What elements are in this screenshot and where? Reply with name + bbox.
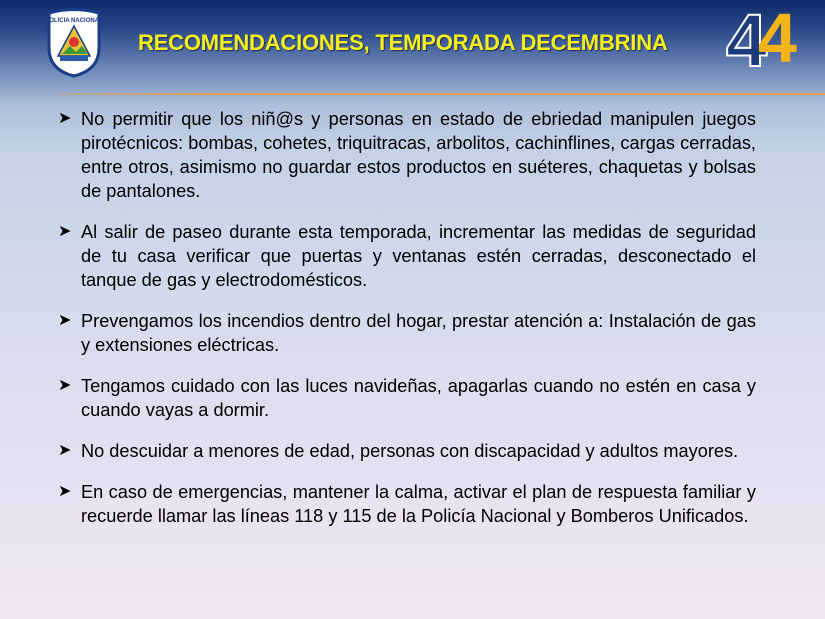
arrow-bullet-icon: ➤ bbox=[58, 223, 72, 240]
policia-nacional-logo bbox=[44, 8, 104, 78]
svg-text:4: 4 bbox=[758, 2, 797, 70]
arrow-bullet-icon: ➤ bbox=[58, 377, 72, 394]
header-divider bbox=[60, 93, 825, 95]
list-item bbox=[58, 309, 756, 357]
item-text: No descuidar a menores de edad, personas con discapacidad y adultos mayores. bbox=[81, 441, 739, 461]
list-item bbox=[58, 439, 756, 463]
item-text: Prevengamos los incendios dentro del hogar, prestar atención a: Instalación de gas y extensiones eléctricas. bbox=[81, 311, 756, 355]
list-item bbox=[58, 374, 756, 422]
arrow-bullet-icon: ➤ bbox=[58, 110, 72, 127]
list-item bbox=[58, 220, 756, 292]
arrow-bullet-icon: ➤ bbox=[58, 312, 72, 329]
arrow-bullet-icon: ➤ bbox=[58, 442, 72, 459]
anniversary-44-emblem bbox=[722, 2, 804, 70]
page-title: RECOMENDACIONES, TEMPORADA DECEMBRINA bbox=[138, 30, 668, 55]
item-text: No permitir que los niñ@s y personas en estado de ebriedad manipulen juegos pirotécnicos: bombas, cohetes, triquitracas, arbolitos, cachinflines, cargas cerradas, entre otros, asimismo no guardar estos productos en suéteres, chaquetas y bolsas de pantalones. bbox=[81, 109, 756, 201]
svg-text:POLICIA NACIONAL: POLICIA NACIONAL bbox=[45, 18, 103, 24]
item-text: Tengamos cuidado con las luces navideñas, apagarlas cuando no estén en casa y cuando vayas a dormir. bbox=[81, 376, 756, 420]
list-item bbox=[58, 480, 756, 528]
recommendations-list bbox=[58, 107, 756, 545]
arrow-bullet-icon: ➤ bbox=[58, 483, 72, 500]
item-text: En caso de emergencias, mantener la calma, activar el plan de respuesta familiar y recuerde llamar las líneas 118 y 115 de la Policía Nacional y Bomberos Unificados. bbox=[81, 482, 756, 526]
item-text: Al salir de paseo durante esta temporada, incrementar las medidas de seguridad de tu casa verificar que puertas y ventanas estén cerradas, desconectado el tanque de gas y electrodomésticos. bbox=[81, 222, 756, 290]
list-item bbox=[58, 107, 756, 203]
svg-text:4: 4 bbox=[726, 2, 768, 70]
